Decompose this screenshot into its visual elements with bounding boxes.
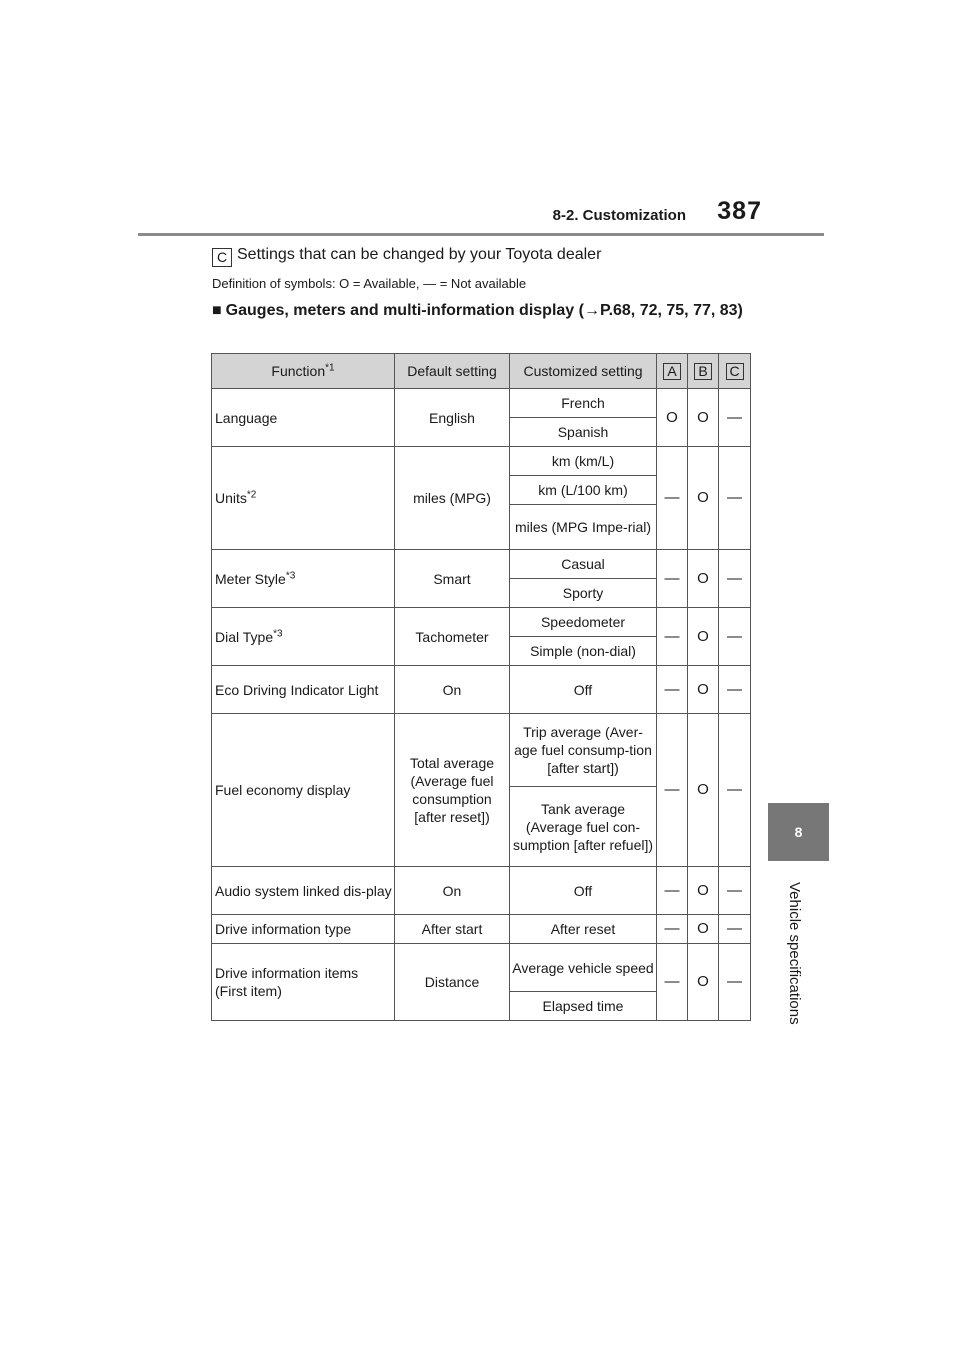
column-header-default: Default setting: [395, 354, 510, 389]
cell-availability-b: O: [688, 608, 719, 666]
cell-option: Elapsed time: [510, 992, 657, 1021]
cell-option: French: [510, 389, 657, 418]
cell-option: After reset: [510, 915, 657, 944]
cell-option: Simple (non-dial): [510, 637, 657, 666]
cell-availability-b: O: [688, 915, 719, 944]
settings-table: [211, 353, 751, 1021]
cell-option: Spanish: [510, 418, 657, 447]
cell-function: Fuel economy display: [212, 714, 395, 867]
chapter-label: Vehicle specifications: [786, 881, 803, 1025]
square-bullet-icon: ■: [212, 302, 222, 319]
cell-availability-a: —: [657, 550, 688, 608]
cell-option: miles (MPG Impe-rial): [510, 505, 657, 550]
cell-default: Smart: [395, 550, 510, 608]
cell-option: Trip average (Aver-age fuel consump-tion [after start]): [510, 714, 657, 787]
page-number: 387: [717, 197, 762, 225]
section-heading-text: Gauges, meters and multi-information display (→P.68, 72, 75, 77, 83): [225, 302, 743, 319]
cell-availability-a: —: [657, 447, 688, 550]
cell-availability-c: —: [719, 915, 751, 944]
cell-function: Eco Driving Indicator Light: [212, 666, 395, 714]
cell-availability-a: —: [657, 714, 688, 867]
cell-availability-a: —: [657, 666, 688, 714]
column-header-c: C: [719, 354, 751, 389]
cell-availability-b: O: [688, 666, 719, 714]
column-header-a: A: [657, 354, 688, 389]
cell-option: Off: [510, 867, 657, 915]
cell-option: Casual: [510, 550, 657, 579]
column-header-b: B: [688, 354, 719, 389]
cell-option: Tank average (Average fuel con-sumption [after refuel]): [510, 787, 657, 867]
section-title: 8-2. Customization: [552, 207, 686, 224]
cell-availability-a: —: [657, 944, 688, 1021]
table-row: [212, 867, 751, 915]
column-header-function: Function$^{*1}$: [212, 354, 395, 389]
cell-option: Off: [510, 666, 657, 714]
cell-availability-b: O: [688, 389, 719, 447]
cell-function: Drive information type: [212, 915, 395, 944]
cell-availability-b: O: [688, 714, 719, 867]
cell-function: Units$^{*2}$: [212, 447, 395, 550]
cell-function: Language: [212, 389, 395, 447]
cell-default: On: [395, 666, 510, 714]
cell-availability-c: —: [719, 714, 751, 867]
table-row: [212, 944, 751, 992]
cell-availability-b: O: [688, 867, 719, 915]
chapter-tab: 8: [768, 803, 829, 861]
table-row: [212, 915, 751, 944]
cell-availability-c: —: [719, 867, 751, 915]
cell-function: Meter Style$^{*3}$: [212, 550, 395, 608]
cell-default: Distance: [395, 944, 510, 1021]
table-row: [212, 447, 751, 476]
cell-availability-b: O: [688, 944, 719, 1021]
intro-text: Settings that can be changed by your Toyota dealer: [237, 246, 602, 263]
cell-default: English: [395, 389, 510, 447]
table-row: [212, 389, 751, 418]
cell-option: km (km/L): [510, 447, 657, 476]
cell-default: On: [395, 867, 510, 915]
cell-default: Total average (Average fuel consumption [after reset]): [395, 714, 510, 867]
cell-default: miles (MPG): [395, 447, 510, 550]
table-row: [212, 714, 751, 787]
cell-availability-a: —: [657, 608, 688, 666]
cell-availability-a: —: [657, 915, 688, 944]
symbol-definition: Definition of symbols: O = Available, — = Not available: [212, 276, 527, 291]
section-heading: [212, 300, 772, 322]
cell-availability-c: —: [719, 608, 751, 666]
cell-availability-b: O: [688, 550, 719, 608]
cell-availability-c: —: [719, 944, 751, 1021]
table-row: [212, 608, 751, 637]
cell-function: Drive information items (First item): [212, 944, 395, 1021]
box-letter-c: C: [212, 248, 232, 267]
intro-line: [212, 246, 601, 267]
cell-availability-a: —: [657, 867, 688, 915]
header-rule: [138, 233, 824, 236]
cell-availability-c: —: [719, 550, 751, 608]
table-header-row: [212, 354, 751, 389]
column-header-customized: Customized setting: [510, 354, 657, 389]
cell-option: Speedometer: [510, 608, 657, 637]
table-row: [212, 550, 751, 579]
cell-default: Tachometer: [395, 608, 510, 666]
cell-option: km (L/100 km): [510, 476, 657, 505]
cell-option: Average vehicle speed: [510, 944, 657, 992]
cell-default: After start: [395, 915, 510, 944]
cell-function: Dial Type$^{*3}$: [212, 608, 395, 666]
cell-availability-b: O: [688, 447, 719, 550]
table-row: [212, 666, 751, 714]
cell-availability-c: —: [719, 666, 751, 714]
cell-function: Audio system linked dis-play: [212, 867, 395, 915]
cell-availability-c: —: [719, 447, 751, 550]
cell-availability-c: —: [719, 389, 751, 447]
cell-availability-a: O: [657, 389, 688, 447]
cell-option: Sporty: [510, 579, 657, 608]
